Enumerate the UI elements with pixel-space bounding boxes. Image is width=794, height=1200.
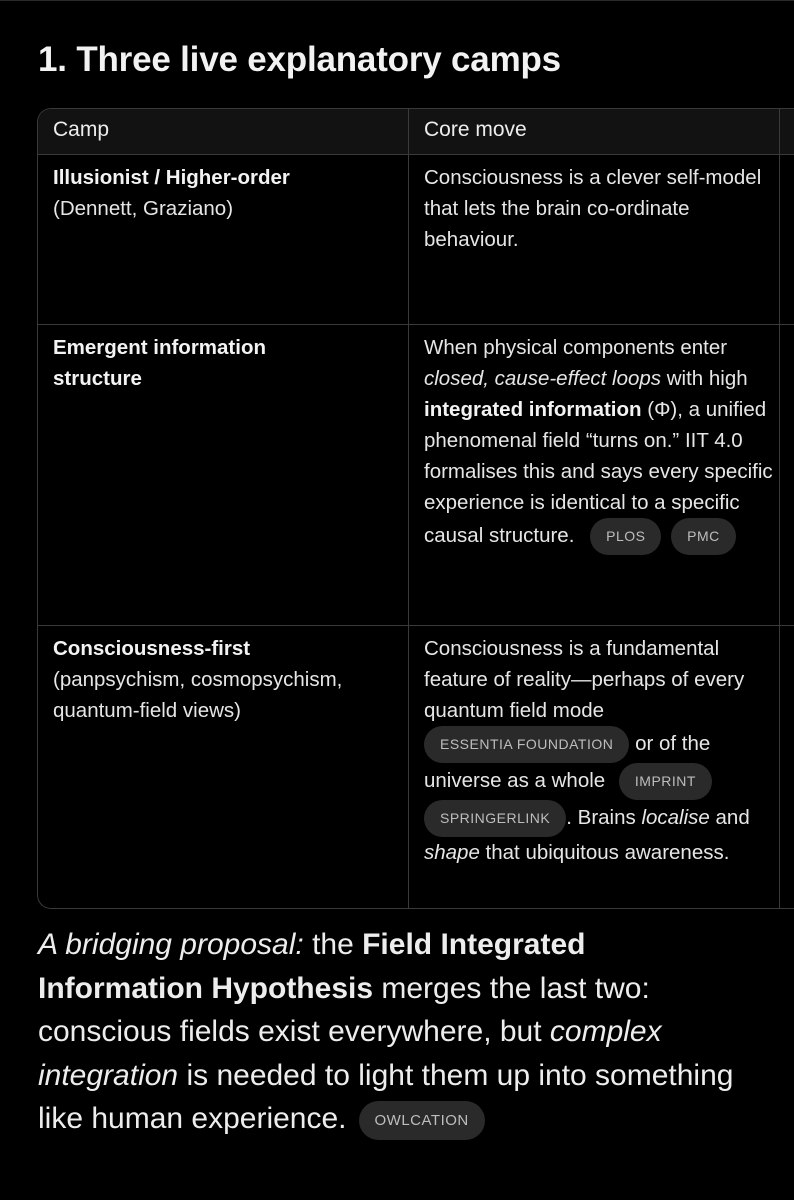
text: When physical components enter — [424, 336, 728, 359]
camp-cell — [53, 332, 353, 394]
text: that ubiquitous awareness. — [479, 841, 730, 864]
section-heading: 1. Three live explanatory camps — [38, 40, 561, 79]
source-chip-plos[interactable]: PLOS — [590, 518, 661, 555]
camp-name: Emergent information structure — [53, 336, 266, 390]
source-chip-owlcation[interactable]: OWLCATION — [359, 1101, 485, 1140]
bold-term: integrated information — [424, 398, 642, 421]
text: the — [303, 928, 363, 961]
emphasis: shape — [424, 841, 480, 864]
row-divider — [38, 324, 794, 325]
camp-name: Illusionist / Higher-order — [53, 166, 290, 189]
text: or of the universe as a whole — [424, 731, 711, 792]
text: and — [709, 805, 750, 829]
row-divider — [38, 154, 794, 155]
camp-authors: (Dennett, Graziano) — [53, 197, 234, 220]
camp-name: Consciousness-first — [53, 637, 251, 660]
table-header-row — [38, 109, 794, 154]
camp-cell — [53, 633, 398, 726]
source-chip-imprint[interactable]: IMPRINT — [619, 763, 712, 800]
text: . Brains — [566, 805, 642, 829]
text: Consciousness is a fundamental feature of reality—perhaps of every quantum field mode — [424, 637, 745, 722]
core-move-cell — [424, 332, 774, 555]
emphasis: localise — [641, 805, 710, 829]
header-camp: Camp — [53, 118, 110, 141]
source-chip-essentia[interactable]: ESSENTIA FOUNDATION — [424, 726, 629, 763]
emphasis: complex integration — [38, 1015, 662, 1092]
source-chip-pmc[interactable]: PMC — [671, 518, 736, 555]
text: merges the last two: conscious fields exist everywhere, but — [38, 971, 650, 1048]
row-divider — [38, 625, 794, 626]
source-chip-springerlink[interactable]: SPRINGERLINK — [424, 800, 566, 837]
top-divider — [0, 0, 794, 1]
camps-table — [37, 108, 794, 909]
column-divider — [779, 109, 780, 908]
header-core-move: Core move — [424, 118, 527, 141]
text: is needed to light them up into something like human experience. — [38, 1058, 734, 1135]
camp-cell — [53, 162, 393, 224]
emphasis: A bridging proposal: — [38, 928, 304, 961]
camp-description: (panpsychism, cosmopsychism, quantum-field views) — [53, 668, 343, 722]
core-move-cell — [424, 633, 776, 868]
core-move-cell: Consciousness is a clever self-model that lets the brain co-ordinate behaviour. — [424, 166, 762, 251]
text: (Φ), a unified phenomenal field “turns on.” IIT 4.0 formalises this and says every specific experience is identical to a specific causal structure. — [424, 398, 773, 547]
text: with high — [661, 367, 748, 390]
emphasis: closed, cause-effect loops — [424, 367, 662, 390]
column-divider — [408, 109, 409, 908]
bridging-paragraph — [38, 923, 758, 1141]
bold-term: Field Integrated Information Hypothesis — [38, 928, 586, 1005]
